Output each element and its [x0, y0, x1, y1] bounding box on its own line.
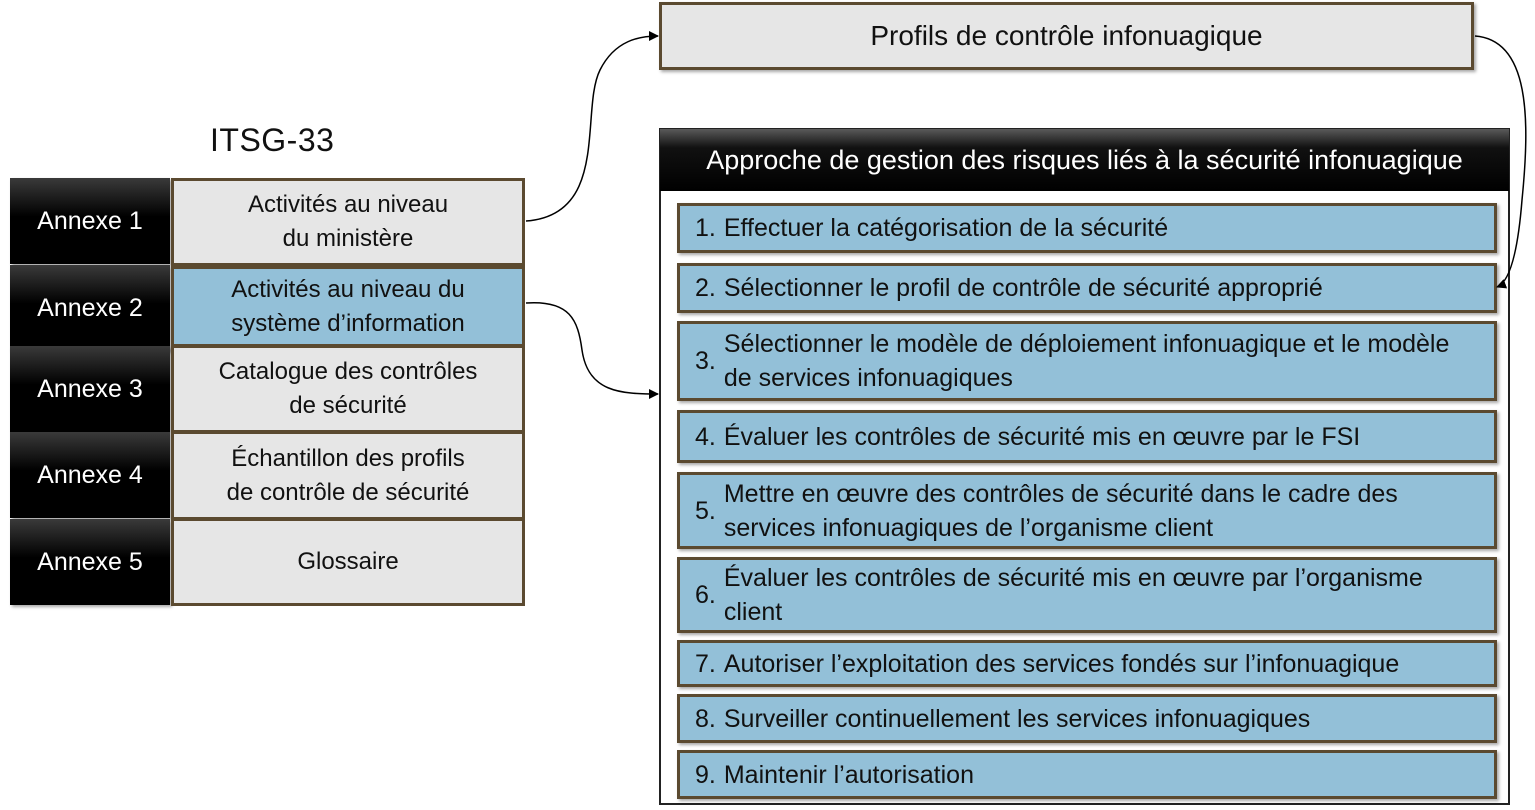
approche-header: Approche de gestion des risques liés à la sécurité infonuagique	[660, 129, 1509, 191]
step-text: Surveiller continuellement les services infonuagiques	[723, 704, 1311, 733]
annex-box-5: Glossaire	[171, 518, 525, 606]
step-text: Effectuer la catégorisation de la sécurité	[723, 214, 1169, 242]
step-text: Évaluer les contrôles de sécurité mis en œuvre par l’organisme client	[723, 564, 1423, 626]
step-number: 4.	[695, 422, 716, 451]
annex-box-4: Échantillon des profils de contrôle de sécurité	[171, 431, 525, 520]
step-number: 8.	[695, 704, 716, 733]
step-number: 3.	[695, 347, 716, 375]
arrow-profils-to-step2	[1475, 36, 1526, 287]
annex-box-2: Activités au niveau du système d’information	[171, 266, 525, 347]
annex-box-3: Catalogue des contrôles de sécurité	[171, 345, 525, 433]
annex-tab-5: Annexe 5	[10, 519, 170, 605]
step-text: Sélectionner le modèle de déploiement infonuagique et le modèle de services infonuagiques	[723, 330, 1450, 392]
arrow-annex1-to-profils	[526, 36, 658, 221]
itsg-title: ITSG-33	[210, 122, 335, 158]
step-number: 5.	[695, 496, 716, 525]
step-text: Autoriser l’exploitation des services fondés sur l’infonuagique	[723, 649, 1400, 678]
step-number: 7.	[695, 649, 716, 678]
arrow-annex2-to-approche	[526, 303, 658, 394]
step-text: Maintenir l’autorisation	[723, 760, 974, 789]
step-text: Mettre en œuvre des contrôles de sécurité dans le cadre des services infonuagiques de l’organisme client	[723, 479, 1398, 542]
annex-box-1: Activités au niveau du ministère	[171, 178, 525, 266]
step-number: 6.	[695, 581, 716, 609]
step-number: 1.	[695, 214, 716, 242]
step-text: Sélectionner le profil de contrôle de sécurité approprié	[723, 274, 1323, 302]
annex-tab-4: Annexe 4	[10, 432, 170, 518]
profils-box: Profils de contrôle infonuagique	[659, 2, 1474, 70]
step-number: 2.	[695, 274, 716, 302]
annex-tab-2: Annexe 2	[10, 265, 170, 351]
annex-tab-1: Annexe 1	[10, 178, 170, 264]
step-text: Évaluer les contrôles de sécurité mis en œuvre par le FSI	[723, 422, 1361, 451]
annex-tab-3: Annexe 3	[10, 346, 170, 432]
step-number: 9.	[695, 760, 716, 789]
